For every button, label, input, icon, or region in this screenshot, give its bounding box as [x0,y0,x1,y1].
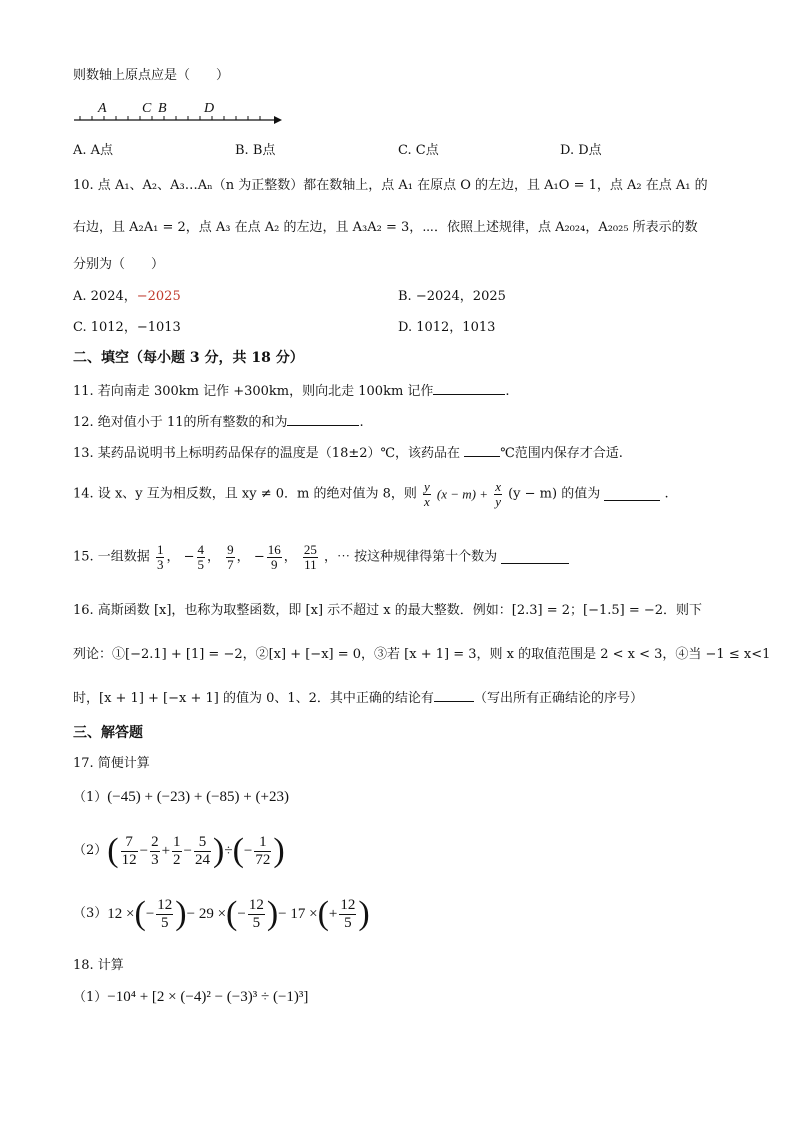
q15-frac1-num: 1 [156,542,164,557]
q10-option-c[interactable]: C. 1012，−1013 [73,320,181,335]
frac-den: 12 [121,851,137,868]
q17-part1-expression: (−45) + (−23) + (−85) + (+23) [107,789,289,805]
q17-part2-frac-1 [121,834,138,868]
q12-end: . [359,415,364,430]
q11-end: . [505,384,510,399]
point-label-d: D [204,101,215,116]
q14-expr-2: (y − m) 的值为 [508,486,601,502]
q17-part3-frac-1 [156,897,173,931]
q12-text: 12. 绝对值小于 11的所有整数的和为 [73,415,288,430]
q15-fraction-2 [197,543,206,573]
q16-line3-text: 时，[x + 1] + [−x + 1] 的值为 0、1、2．其中正确的结论有 [73,691,434,706]
q17-part3-term-2: − 29 × [186,905,227,922]
frac-den: 5 [252,914,261,931]
q9-stem: 则数轴上原点应是（ ） [73,68,230,83]
section-heading-solve: 三、解答题 [73,725,143,741]
q15-frac3-den: 7 [227,557,234,573]
q17-part2-frac-5 [254,834,271,868]
q9-option-b[interactable]: B. B点 [235,143,276,158]
q14-frac2-den: y [495,494,501,510]
frac-num: 2 [151,834,159,851]
q14-text: 14. 设 x、y 互为相反数，且 xy ≠ 0．m 的绝对值为 8，则 [73,486,417,502]
q17-part2-frac-2 [150,834,160,868]
q10-option-a[interactable] [73,289,181,305]
q14 [73,480,669,510]
q15-fraction-1 [156,543,165,573]
q15-frac5-num: 25 [303,542,317,557]
q17-part2-frac-4 [194,834,211,868]
q10-line2: 右边，且 A₂A₁ = 2，点 A₃ 在点 A₂ 的左边，且 A₃A₂ = 3，⋯．依照上述规律，点 A₂₀₂₄，A₂₀₂₅ 所表示的数 [73,220,698,235]
q15-fraction-5 [303,543,318,573]
frac-den: 2 [173,851,181,868]
frac-num: 12 [340,897,356,914]
frac-den: 3 [151,851,159,868]
q10-option-a-text: A. 2024， [73,289,137,304]
q16-line2: 列论：①[−2.1] + [1] = −2，②[x] + [−x] = 0，③若 [x + 1] = 3，则 x 的取值范围是 2 < x < 3，④当 −1 ≤ x<1 [73,647,771,662]
q18-part1 [73,988,308,1007]
q10-line1: 10. 点 A₁、A₂、A₃…Aₙ（n 为正整数）都在数轴上，点 A₁ 在原点 O 的左边，且 A₁O = 1，点 A₂ 在点 A₁ 的 [73,178,708,193]
q17-title: 17. 简便计算 [73,756,150,771]
q15-frac-sign-4: − [253,549,265,565]
q15-frac1-den: 3 [156,557,164,573]
q17-part3-term-1: 12 × [107,905,135,922]
q12 [73,413,364,431]
frac-num: 1 [254,834,271,852]
q10-option-b[interactable]: B. −2024，2025 [398,289,506,304]
q18-part1-expression: −10⁴ + [2 × (−4)² − (−3)³ ÷ (−1)³] [107,989,309,1005]
q17-part2-label: （2） [73,843,108,859]
q14-end: . [664,486,669,502]
q17-part3: （3）12 ×(− $\frac{12}{5}$ )− 29 ×(− $\frac{12}{5}$ )− 17 ×(+ $\frac{12}{5}$ ) [73,895,370,932]
q13-text: 13. 某药品说明书上标明药品保存的温度是（18±2）℃，该药品在 [73,446,465,461]
q15-frac4-num: 16 [267,542,281,557]
q15-frac4-den: 9 [270,557,278,573]
q16-line3 [73,689,643,707]
point-label-c: C [142,101,152,116]
frac-den: 24 [195,851,211,868]
q14-frac2-num: x [495,479,501,494]
q12-answer-blank[interactable] [287,413,359,426]
q17-part1-label: （1） [73,790,108,805]
frac-den: 5 [161,914,169,931]
q14-expr-1: (x − m) + [436,486,489,502]
q17-part2: （2）( $\frac{7}{12}$ − $\frac{2}{3}$ + $\frac{1}{2}$ − $\frac{5}{24}$ )÷(− $\frac{1}{72}$ ) [73,832,285,869]
q13-answer-blank[interactable] [464,444,500,457]
q17-part3-label: （3） [73,906,108,922]
q10-line3: 分别为（ ） [73,257,165,272]
q13-end: ℃范围内保存才合适. [500,446,623,461]
q17-part3-term-3: − 17 × [278,905,318,922]
q15-frac3-num: 9 [227,542,234,557]
q17-part3-frac-3 [339,897,356,931]
q15-text-end: ，⋯ 按这种规律得第十个数为 [324,549,498,565]
frac-num: 12 [157,897,173,914]
q9-option-d[interactable]: D. D点 [560,143,602,158]
q17-part2-frac-3 [172,834,182,868]
q9-option-a[interactable]: A. A点 [73,143,114,158]
q14-fraction-2 [494,480,502,510]
q14-frac1-den: x [424,494,430,510]
frac-num: 5 [194,834,211,852]
q11 [73,382,510,400]
point-label-a: A [98,101,107,116]
q15-frac5-den: 11 [304,557,317,573]
frac-den: 5 [344,914,352,931]
q18-part1-label: （1） [73,990,108,1005]
q17-part1 [73,788,289,807]
q16-answer-blank[interactable] [434,689,474,702]
q14-answer-blank[interactable] [604,488,660,501]
q10-option-a-red: −2025 [136,289,181,304]
frac-num: 1 [173,834,181,851]
q14-fraction-1 [423,480,431,510]
q14-frac1-num: y [424,479,430,494]
q17-part3-frac-2 [248,897,265,931]
q16-line3-end: （写出所有正确结论的序号） [473,691,643,706]
point-label-b: B [158,101,167,116]
frac-den: 72 [255,851,271,868]
q15-frac2-den: 5 [197,557,205,573]
q15-frac2-num: 4 [197,542,205,557]
q13 [73,444,623,462]
section-heading-fill-in: 二、填空（每小题 3 分，共 18 分） [73,350,304,366]
q11-text: 11. 若向南走 300km 记作 +300km，则向北走 100km 记作 [73,384,434,399]
q15-text: 15. 一组数据 [73,549,150,565]
q15-fraction-3 [226,543,235,573]
q18-title: 18. 计算 [73,958,124,973]
frac-num: 12 [248,897,264,914]
q15: 15. 一组数据 $\frac{1}{3}$ ， − $\frac{4}{5}$ ， $\frac{9}{7}$ ， − $\frac{16}{9}$ ， $\frac{25}{11}$ ，⋯ 按这种规律得第十个数为 [73,543,569,573]
q15-fraction-4 [267,543,282,573]
q10-option-d[interactable]: D. 1012，1013 [398,320,496,335]
q9-option-c[interactable]: C. C点 [398,143,439,158]
q15-frac-sign-2: − [183,549,195,565]
q16-line1: 16. 高斯函数 [x]，也称为取整函数，即 [x] 示不超过 x 的最大整数．例如：[2.3] = 2；[−1.5] = −2．则下 [73,603,703,618]
q17-part2-divide: ÷ [224,842,233,859]
q11-answer-blank[interactable] [433,382,505,395]
q15-answer-blank[interactable] [501,551,569,564]
frac-num: 7 [121,834,138,852]
